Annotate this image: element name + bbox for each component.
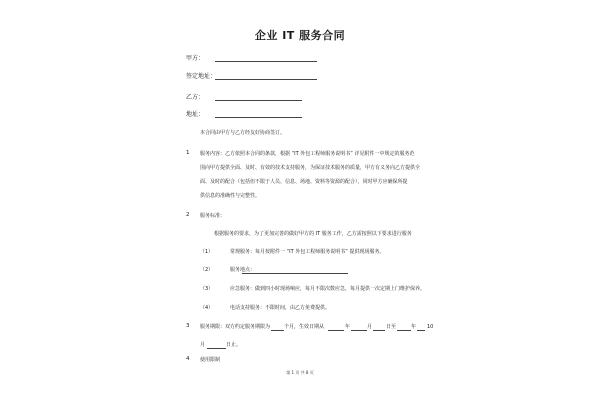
clause-2-item-2-number: （2）: [200, 267, 214, 273]
term-year-1: 年: [345, 324, 351, 330]
months-blank: [271, 330, 284, 331]
clause-2-item-2-text: 服务地点：: [230, 267, 256, 273]
term-text-1: 服务期限：双方约定服务期限为: [200, 324, 271, 330]
clause-1-line-1: 服务内容：乙方依照本合同的条款，根据 “IT 外包工程师服务说明书” 详见附件一中规定的服务范: [200, 151, 415, 157]
document-title: 企业 IT 服务合同: [254, 29, 346, 42]
clause-2-paragraph: 根据服务的要求，为了更加完善的做好甲方的 IT 服务工作，乙方需按照以下要求进行服务: [214, 231, 412, 237]
clause-1-line-4: 供信息的准确性与完整性。: [200, 193, 261, 199]
page-footer: 第 1 页 共 8 页: [286, 370, 314, 375]
term-text-2: 个月，生效日期从: [284, 324, 325, 330]
end-day-blank: [207, 348, 226, 349]
intro-text: 本合同由甲方与乙方经友好协商签订。: [200, 130, 286, 136]
term-end-text: 日止。: [226, 342, 242, 348]
party-b-label: 乙方：: [186, 94, 205, 101]
party-b-blank: [215, 100, 302, 101]
clause-4-heading: 使用限制: [200, 357, 221, 363]
clause-2-heading: 服务标准：: [200, 213, 226, 219]
service-location-blank: [242, 273, 348, 274]
party-a-blank: [215, 61, 317, 62]
clause-2-item-3-text: 应急服务：做到四小时现场响应，每月不限次数应急，每月提供一次定期上门维护保养。: [230, 286, 426, 292]
term-month-1: 月: [367, 324, 373, 330]
clause-1-line-3: 面、及时的配合（包括但不限于人员、信息、场地、资料等资源的配合），同时甲方应确保所提: [200, 179, 408, 185]
term-month-2: 月: [200, 342, 206, 348]
term-month-value: 10: [427, 324, 434, 330]
clause-1-line-2: 围向甲方提供全面、及时、有效的技术支持服务，为保证技术服务的质量，甲方有义务向乙方提供全: [200, 165, 421, 171]
address-label: 地址：: [186, 111, 205, 118]
clause-3-number: 3: [186, 323, 190, 329]
address-blank: [215, 117, 302, 118]
party-a-label: 甲方：: [186, 55, 205, 62]
clause-2-item-1-text: 常规服务：每月按附件一 “IT 外包工程师服务说明书” 提供现场服务。: [230, 249, 385, 255]
clause-4-number: 4: [186, 356, 190, 362]
clause-2-item-1-number: （1）: [200, 249, 214, 255]
start-day-blank: [373, 330, 385, 331]
term-year-2: 年: [411, 324, 417, 330]
start-year-blank: [328, 330, 344, 331]
end-year-blank: [397, 330, 411, 331]
clause-2-item-4-number: （4）: [200, 305, 214, 311]
clause-2-item-4-text: 电话支持服务：不限时间，由乙方免费提供。: [230, 305, 331, 311]
term-day-to: 日至: [386, 324, 397, 330]
clause-1-number: 1: [186, 150, 190, 156]
signing-address-blank: [215, 79, 317, 80]
signing-address-label: 签定地址：: [186, 73, 217, 80]
clause-2-item-3-number: （3）: [200, 286, 214, 292]
start-month-blank: [351, 330, 367, 331]
clause-2-number: 2: [186, 212, 190, 218]
end-month-blank-a: [417, 330, 425, 331]
